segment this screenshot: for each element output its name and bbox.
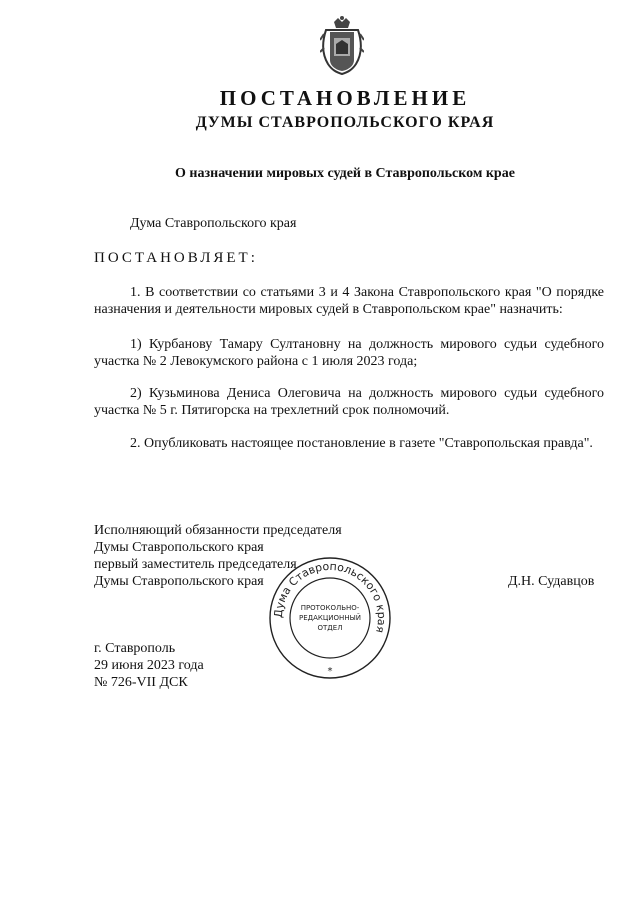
official-stamp bbox=[268, 556, 392, 680]
item-1-subitem-2: 2) Кузьминова Дениса Олеговича на должность мирового судьи судебного участка № 5 г. Пятигорска на трехлетний срок полномочий. bbox=[94, 386, 604, 418]
signature-line-1: Исполняющий обязанности председателя bbox=[94, 523, 342, 538]
signature-line-4: Думы Ставропольского края bbox=[94, 574, 264, 589]
item-2: 2. Опубликовать настоящее постановление в газете "Ставропольская правда". bbox=[130, 436, 593, 451]
document-number: № 726-VII ДСК bbox=[94, 675, 188, 690]
stamp-center-line-1: ПРОТОКОЛЬНО- bbox=[300, 604, 360, 612]
place: г. Ставрополь bbox=[94, 641, 176, 656]
signature-line-2: Думы Ставропольского края bbox=[94, 540, 264, 555]
item-1-subitem-1: 1) Курбанову Тамару Султановну на должность мирового судьи судебного участка № 2 Левокумского района с 1 июля 2023 года; bbox=[94, 337, 604, 369]
stamp-star: * bbox=[327, 666, 333, 677]
stamp-ring-text: Дума Ставропольского края bbox=[271, 559, 389, 635]
document-type: ПОСТАНОВЛЕНИЕ bbox=[219, 86, 471, 110]
document-title: О назначении мировых судей в Ставропольском крае bbox=[175, 166, 515, 181]
resolution-subject: Дума Ставропольского края bbox=[130, 216, 297, 231]
stamp-center-line-3: ОТДЕЛ bbox=[317, 624, 343, 632]
issuer-name: ДУМЫ СТАВРОПОЛЬСКОГО КРАЯ bbox=[195, 114, 495, 131]
date: 29 июня 2023 года bbox=[94, 658, 204, 673]
stamp-center-line-2: РЕДАКЦИОННЫЙ bbox=[299, 614, 361, 622]
coat-of-arms-icon bbox=[320, 14, 364, 78]
item-1: 1. В соответствии со статьями 3 и 4 Закона Ставропольского края "О порядке назначения и деятельности мировых судей в Ставропольском крае" назначить: bbox=[94, 285, 604, 317]
resolves-heading: ПОСТАНОВЛЯЕТ: bbox=[94, 250, 258, 266]
signatory-name: Д.Н. Судавцов bbox=[508, 574, 595, 589]
signature-line-3: первый заместитель председателя bbox=[94, 557, 297, 572]
